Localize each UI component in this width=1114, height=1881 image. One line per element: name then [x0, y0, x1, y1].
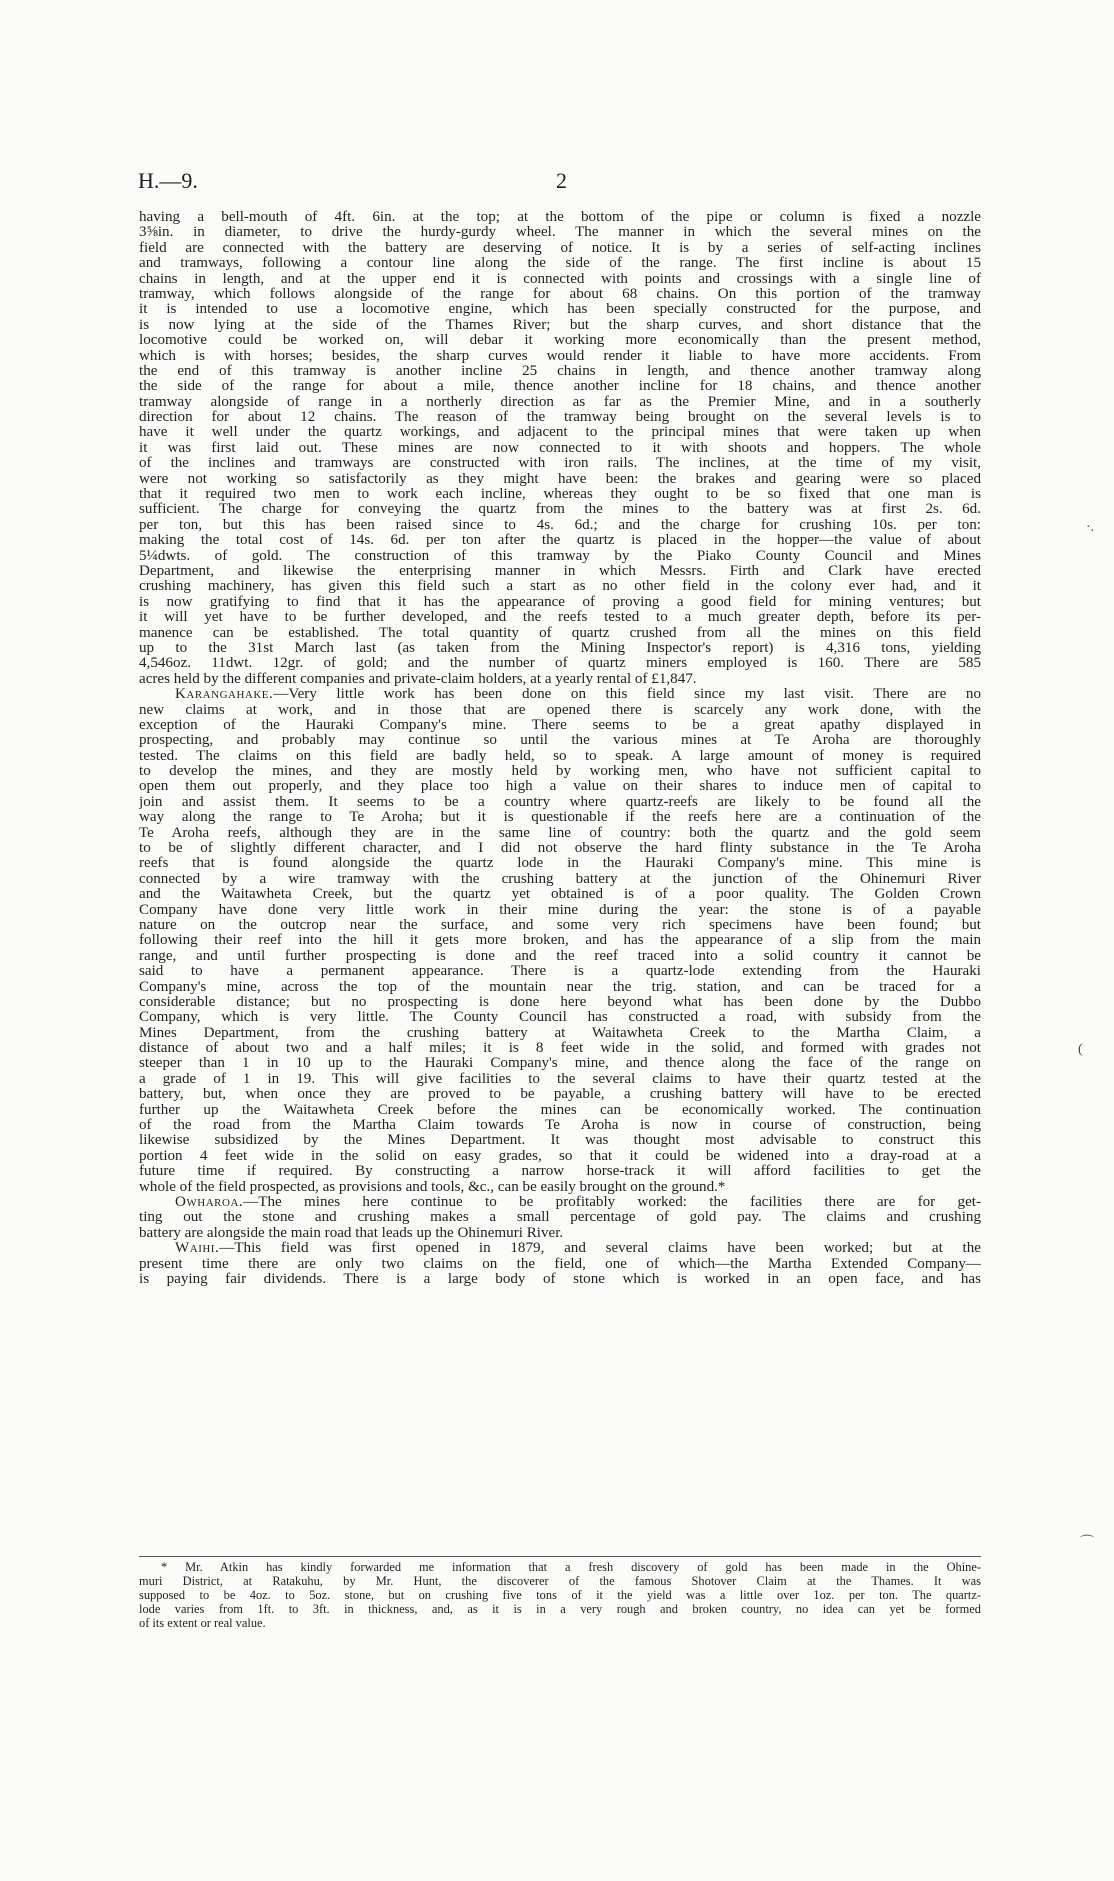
body-line: and the Waitawheta Creek, but the quartz yet obtained is of a poor quality. The Golden Crown [139, 887, 981, 903]
body-line: considerable distance; but no prospecting is done here beyond what has been done by the Dubbo [139, 994, 981, 1010]
body-line: is paying fair dividends. There is a large body of stone which is worked in an open face, and has [139, 1271, 981, 1287]
body-line: Waihi.—This field was first opened in 1879, and several claims have been worked; but at the [175, 1241, 981, 1257]
body-line: it will yet have to be further developed, and the reefs tested to a much greater depth, before its per- [139, 610, 981, 626]
body-line: future time if required. By constructing a narrow horse-track it will afford facilities to get the [139, 1164, 981, 1180]
body-line: likewise subsidized by the Mines Department. It was thought most advisable to construct this [139, 1133, 981, 1149]
page-number: 2 [556, 168, 567, 193]
body-line: portion 4 feet wide in the solid on easy grades, so that it could be widened into a dray-road at a [139, 1148, 981, 1164]
body-line: join and assist them. It seems to be a country where quartz-reefs are likely to be found all the [139, 794, 981, 810]
body-line: crushing machinery, has given this field such a start as no other field in the colony ever had, and it [139, 579, 981, 595]
body-line: Owharoa.—The mines here continue to be profitably worked: the facilities there are for get- [175, 1195, 981, 1210]
footnote-divider [139, 1556, 981, 1557]
body-line: a grade of 1 in 19. This will give facilities to the several claims to have their quartz tested at the [139, 1071, 981, 1087]
body-line: exception of the Hauraki Company's mine. There seems to be a great apathy displayed in [139, 717, 981, 733]
body-line: acres held by the different companies and private-claim holders, at a yearly rental of £1,847. [139, 671, 697, 687]
body-line: 4,546oz. 11dwt. 12gr. of gold; and the number of quartz miners employed is 160. There are 585 [139, 656, 981, 672]
body-line: way along the range to Te Aroha; but it is questionable if the reefs here are a continuation of the [139, 810, 981, 826]
body-line: distance of about two and a half miles; it is 8 feet wide in the solid, and formed with grades not [139, 1041, 981, 1057]
section-heading: Waihi. [175, 1241, 220, 1257]
body-line: were not working so satisfactorily as they might have been: the brakes and gearing were so placed [139, 471, 981, 487]
body-line: which is with horses; besides, the sharp curves would render it liable to have more accidents. From [139, 348, 981, 364]
body-line: tramway alongside of range in a northerly direction as far as the Premier Mine, and in a southerly [139, 394, 981, 410]
body-line: said to have a permanent appearance. There is a quartz-lode extending from the Hauraki [139, 964, 981, 980]
footnote [139, 1560, 981, 1630]
body-line: Karangahake.—Very little work has been done on this field since my last visit. There are no [175, 687, 981, 703]
body-line: sufficient. The charge for conveying the quartz from the mines to the battery was at first 2s. 6d. [139, 502, 981, 518]
body-line: per ton, but this has been raised since to 4s. 6d.; and the charge for crushing 10s. per ton: [139, 517, 981, 533]
body-line: whole of the field prospected, as provisions and tools, &c., can be easily brought on the ground.* [139, 1179, 726, 1195]
body-text [139, 210, 981, 1287]
body-line: have it well under the quartz workings, and adjacent to the principal mines that were taken up when [139, 425, 981, 441]
body-line: having a bell-mouth of 4ft. 6in. at the top; at the bottom of the pipe or column is fixed a nozzle [139, 210, 981, 225]
page-header [138, 168, 980, 198]
body-line: present time there are only two claims on the field, one of which—the Martha Extended Company— [139, 1256, 981, 1272]
body-line: new claims at work, and in those that are opened there is scarcely any work done, with the [139, 702, 981, 718]
body-line: battery, but, when once they are proved to be payable, a crushing battery will have to be erected [139, 1087, 981, 1103]
body-line: field are connected with the battery are deserving of notice. It is by a series of self-acting inclines [139, 240, 981, 256]
body-line: nature on the outcrop near the surface, and some very rich specimens have been found; but [139, 917, 981, 933]
body-line: direction for about 12 chains. The reason of the tramway being brought on the several levels is to [139, 410, 981, 426]
body-line: range, and until further prospecting is done and the reef traced into a solid country it cannot be [139, 948, 981, 964]
body-line: Mines Department, from the crushing battery at Waitawheta Creek to the Martha Claim, a [139, 1025, 981, 1041]
section-heading: Owharoa. [175, 1195, 244, 1210]
margin-mark: ⌒ [1080, 1536, 1094, 1551]
body-line: making the total cost of 14s. 6d. per ton after the quartz is placed in the hopper—the value of about [139, 533, 981, 549]
report-reference: H.—9. [138, 168, 198, 193]
body-line: to develop the mines, and they are mostly held by working men, who have not sufficient capital to [139, 764, 981, 780]
body-line: it is intended to use a locomotive engine, which has been specially constructed for the purpose, and [139, 302, 981, 318]
body-line: of the road from the Martha Claim towards Te Aroha is now in course of construction, being [139, 1118, 981, 1134]
body-line: tested. The claims on this field are badly held, so to speak. A large amount of money is required [139, 748, 981, 764]
body-line: open them out properly, and they place too high a value on their shares to induce men of capital to [139, 779, 981, 795]
body-line: Company, which is very little. The County Council has constructed a road, with subsidy from the [139, 1010, 981, 1026]
body-line: Te Aroha reefs, although they are in the same line of country: both the quartz and the gold seem [139, 825, 981, 841]
body-line: further up the Waitawheta Creek before the mines can be economically worked. The continuation [139, 1102, 981, 1118]
body-line: Department, and likewise the enterprising manner in which Messrs. Firth and Clark have erected [139, 563, 981, 579]
body-line: that it required two men to work each incline, whereas they ought to be so fixed that one man is [139, 487, 981, 503]
body-line: following their reef into the hill it gets more broken, and has the appearance of a slip from the main [139, 933, 981, 949]
body-line: and tramways, following a contour line along the side of the range. The first incline is about 15 [139, 256, 981, 272]
body-line: locomotive could be worked on, will debar it working more economically than the present method, [139, 333, 981, 349]
body-line: 5¼dwts. of gold. The construction of this tramway by the Piako County Council and Mines [139, 548, 981, 564]
body-line: prospecting, and probably may continue so until the various mines at Te Aroha are thoroughly [139, 733, 981, 749]
body-line: up to the 31st March last (as taken from the Mining Inspector's report) is 4,316 tons, yielding [139, 640, 981, 656]
body-line: 3⅝in. in diameter, to drive the hurdy-gurdy wheel. The manner in which the several mines on the [139, 225, 981, 241]
footnote-line: supposed to be 4oz. to 5oz. stone, but on crushing five tons of it the yield was a little over 1oz. per ton. The quartz- [139, 1588, 981, 1602]
footnote-line: of its extent or real value. [139, 1616, 266, 1630]
footnote-line: muri District, at Ratakuhu, by Mr. Hunt, the discoverer of the famous Shotover Claim at the Thames. It was [139, 1574, 981, 1588]
body-line: it was first laid out. These mines are now connected to it with shoots and hoppers. The whole [139, 440, 981, 456]
footnote-line: lode varies from 1ft. to 3ft. in thickness, and, as it is in a very rough and broken country, no idea can yet be formed [139, 1602, 981, 1616]
body-line: the side of the range for about a mile, thence another incline for 18 chains, and thence another [139, 379, 981, 395]
body-line: connected by a wire tramway with the crushing battery at the junction of the Ohinemuri River [139, 871, 981, 887]
margin-mark: ( [1078, 1042, 1083, 1057]
body-line: reefs that is found alongside the quartz lode in the Hauraki Company's mine. This mine is [139, 856, 981, 872]
body-line: chains in length, and at the upper end it is connected with points and crossings with a single line of [139, 271, 981, 287]
body-line: is now gratifying to find that it has the appearance of proving a good field for mining ventures; but [139, 594, 981, 610]
body-line: is now lying at the side of the Thames River; but the sharp curves, and short distance that the [139, 317, 981, 333]
body-line: manence can be established. The total quantity of quartz crushed from all the mines on this field [139, 625, 981, 641]
section-heading: Karangahake. [175, 687, 274, 703]
body-line: to be of slightly different character, and I did not observe the hard flinty substance in the Te Aroha [139, 841, 981, 857]
body-line: Company have done very little work in their mine during the year: the stone is of a payable [139, 902, 981, 918]
footnote-line: * Mr. Atkin has kindly forwarded me information that a fresh discovery of gold has been made in the Ohine- [161, 1560, 981, 1574]
body-line: battery are alongside the main road that leads up the Ohinemuri River. [139, 1225, 564, 1241]
body-line: of the inclines and tramways are constructed with iron rails. The inclines, at the time of my visit, [139, 456, 981, 472]
body-line: ting out the stone and crushing makes a small percentage of gold pay. The claims and crushing [139, 1210, 981, 1226]
margin-mark: ·. [1086, 520, 1095, 535]
body-line: tramway, which follows alongside of the range for about 68 chains. On this portion of the tramway [139, 286, 981, 302]
body-line: the end of this tramway is another incline 25 chains in length, and thence another tramway along [139, 363, 981, 379]
body-line: steeper than 1 in 10 up to the Hauraki Company's mine, and thence along the face of the range on [139, 1056, 981, 1072]
body-line: Company's mine, across the top of the mountain near the trig. station, and can be traced for a [139, 979, 981, 995]
